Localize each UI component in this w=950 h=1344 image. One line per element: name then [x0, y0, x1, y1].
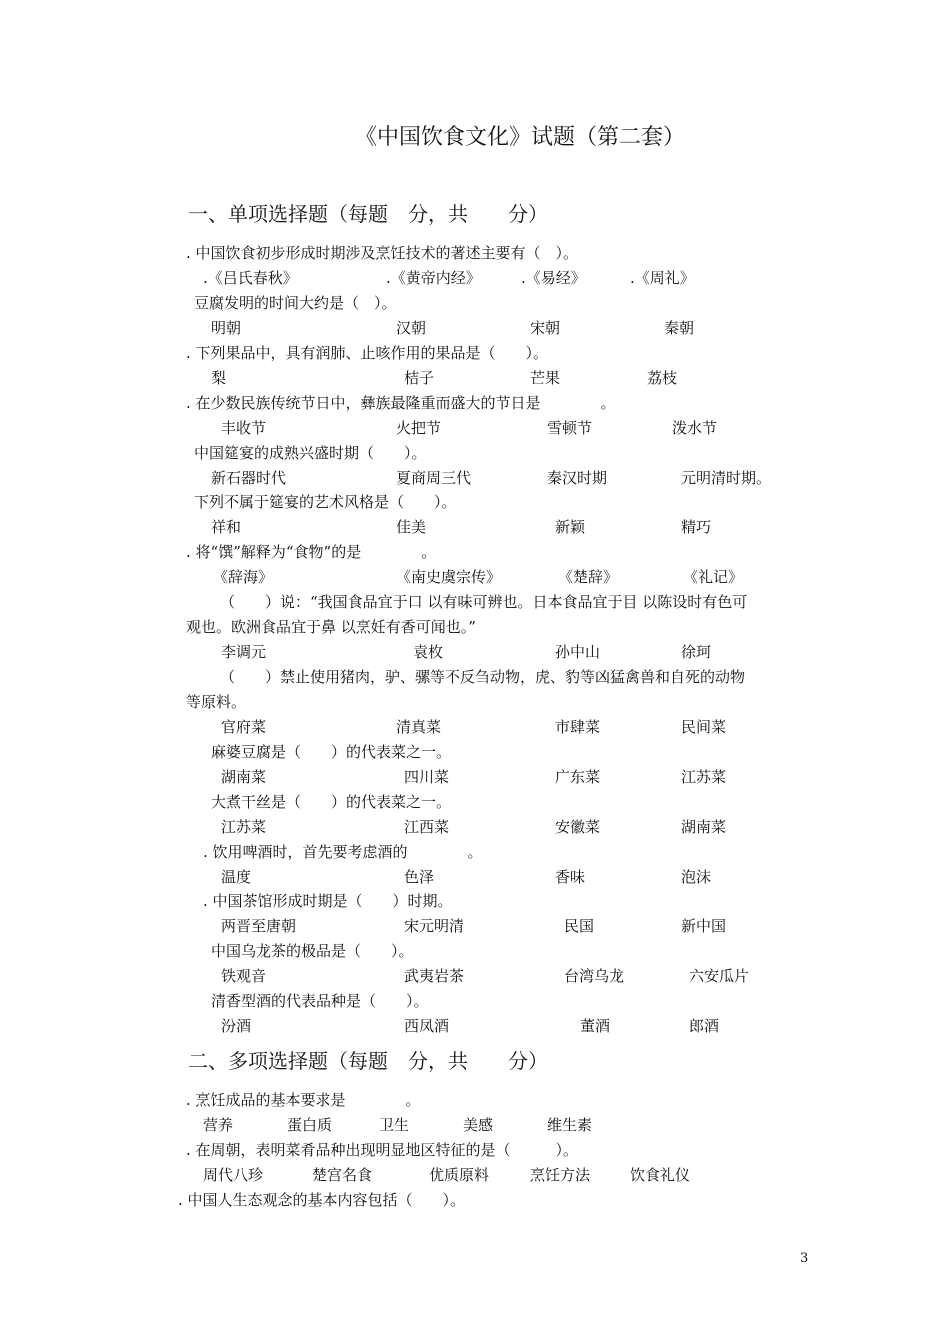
option: 新颖: [555, 518, 586, 536]
option: 湖南菜: [681, 818, 727, 836]
option: 明朝: [211, 319, 242, 337]
option: 郎酒: [689, 1017, 720, 1035]
option: 袁枚: [413, 643, 444, 661]
option: 铁观音: [221, 967, 267, 985]
option: 李调元: [221, 643, 267, 661]
option: 夏商周三代: [396, 469, 472, 487]
question-options: [0, 1114, 900, 1138]
option: 徐珂: [681, 643, 712, 661]
question-stem: （ ）禁止使用猪肉，驴、骡等不反刍动物，虎、豹等凶猛禽兽和自死的动物: [220, 668, 746, 686]
option: 优质原料: [429, 1166, 490, 1184]
question-stem: （ ）说：“我国食品宜于口 以有味可辨也。日本食品宜于目 以陈设时有色可: [220, 593, 748, 611]
option: 梨: [211, 369, 227, 387]
option: 六安瓜片: [689, 967, 750, 985]
question-stem: 中国乌龙茶的极品是（ ）。: [211, 942, 414, 960]
option: 武夷岩茶: [404, 967, 465, 985]
option: 色泽: [404, 868, 435, 886]
option: 卫生: [379, 1116, 410, 1134]
option: 维生素: [547, 1116, 593, 1134]
question-stem: . 中国饮食初步形成时期涉及烹饪技术的著述主要有（ ）。: [186, 244, 579, 262]
option: 丰收节: [221, 419, 267, 437]
option: 《礼记》: [683, 568, 744, 586]
question-stem: 大煮干丝是（ ）的代表菜之一。: [211, 793, 452, 811]
option: 秦汉时期: [547, 469, 608, 487]
option: 湖南菜: [221, 768, 267, 786]
question-options: [0, 367, 900, 391]
option: 汾酒: [221, 1017, 252, 1035]
option: 董酒: [580, 1017, 611, 1035]
option: 泼水节: [672, 419, 718, 437]
question-options: [0, 467, 900, 491]
option: 安徽菜: [555, 818, 601, 836]
question-stem: . 在少数民族传统节日中，彝族最隆重而盛大的节日是 。: [186, 394, 616, 412]
question-stem: . 中国茶馆形成时期是（ ）时期。: [203, 892, 453, 910]
option: 广东菜: [555, 768, 601, 786]
section-heading-single-choice: 一、单项选择题（每题 分，共 分）: [188, 202, 548, 226]
option: .《易经》: [521, 269, 586, 287]
question-stem: . 饮用啤酒时，首先要考虑酒的 。: [203, 843, 483, 861]
option: .《吕氏春秋》: [203, 269, 298, 287]
question-options: [0, 816, 900, 840]
question-stem-continued: 观也。欧洲食品宜于鼻 以烹妊有香可闻也。”: [186, 618, 476, 636]
option: 孙中山: [555, 643, 601, 661]
question-options: [0, 866, 900, 890]
option: 饮食礼仪: [630, 1166, 691, 1184]
option: 新中国: [681, 917, 727, 935]
option: 火把节: [396, 419, 442, 437]
question-stem: . 中国人生态观念的基本内容包括（ ）。: [178, 1191, 466, 1209]
question-options: [0, 566, 900, 590]
option: 四川菜: [404, 768, 450, 786]
question-options: [0, 641, 900, 665]
option: 新石器时代: [211, 469, 287, 487]
option: 蛋白质: [287, 1116, 333, 1134]
question-stem: 下列不属于筵宴的艺术风格是（ ）。: [194, 493, 457, 511]
question-stem: 豆腐发明的时间大约是（ ）。: [194, 294, 397, 312]
option: 江苏菜: [221, 818, 267, 836]
option: 祥和: [211, 518, 242, 536]
option: 民国: [564, 917, 595, 935]
option: 《楚辞》: [558, 568, 619, 586]
option: 泡沫: [681, 868, 712, 886]
option: 《辞海》: [213, 568, 274, 586]
question-options: [0, 317, 900, 341]
option: 清真菜: [396, 718, 442, 736]
question-stem-continued: 等原料。: [186, 693, 247, 711]
option: 烹饪方法: [530, 1166, 591, 1184]
option: 荔枝: [647, 369, 678, 387]
option: 两晋至唐朝: [221, 917, 297, 935]
option: 元明清时期。: [681, 469, 772, 487]
section-heading-multiple-choice: 二、多项选择题（每题 分，共 分）: [188, 1049, 548, 1073]
option: 美感: [463, 1116, 494, 1134]
question-stem: 清香型酒的代表品种是（ ）。: [211, 992, 429, 1010]
question-options: [0, 965, 900, 989]
document-title: 《中国饮食文化》试题（第二套）: [355, 125, 686, 150]
option: 楚宫名食: [312, 1166, 373, 1184]
option: 官府菜: [221, 718, 267, 736]
question-stem: 中国筵宴的成熟兴盛时期（ ）。: [194, 444, 427, 462]
question-options: [0, 1164, 900, 1188]
option: 营养: [203, 1116, 234, 1134]
option: 雪顿节: [547, 419, 593, 437]
option: 民间菜: [681, 718, 727, 736]
question-options: [0, 716, 900, 740]
option: 台湾乌龙: [564, 967, 625, 985]
option: 精巧: [681, 518, 712, 536]
question-stem: . 将“馔”解释为“食物”的是 。: [186, 543, 437, 561]
question-stem: . 下列果品中，具有润肺、止咳作用的果品是（ ）。: [186, 344, 549, 362]
option: 香味: [555, 868, 586, 886]
option: 宋元明清: [404, 917, 465, 935]
option: 江苏菜: [681, 768, 727, 786]
question-options: [0, 766, 900, 790]
page-number: 3: [800, 1251, 809, 1266]
option: 宋朝: [530, 319, 561, 337]
option: .《黄帝内经》: [386, 269, 481, 287]
question-stem: . 烹饪成品的基本要求是 。: [186, 1091, 421, 1109]
option: 《南史虞宗传》: [396, 568, 502, 586]
question-stem: . 在周朝，表明菜肴品种出现明显地区特征的是（ ）。: [186, 1141, 579, 1159]
option: 江西菜: [404, 818, 450, 836]
option: 芒果: [530, 369, 561, 387]
option: 温度: [221, 868, 252, 886]
option: 汉朝: [396, 319, 427, 337]
question-options: [0, 417, 900, 441]
option: 秦朝: [664, 319, 695, 337]
option: 桔子: [404, 369, 435, 387]
option: 佳美: [396, 518, 427, 536]
option: 西凤酒: [404, 1017, 450, 1035]
option: 市肆菜: [555, 718, 601, 736]
question-options: [0, 915, 900, 939]
option: .《周礼》: [630, 269, 695, 287]
question-options: [0, 1015, 900, 1039]
question-options: [0, 267, 900, 291]
option: 周代八珍: [203, 1166, 264, 1184]
question-stem: 麻婆豆腐是（ ）的代表菜之一。: [211, 743, 452, 761]
question-options: [0, 516, 900, 540]
